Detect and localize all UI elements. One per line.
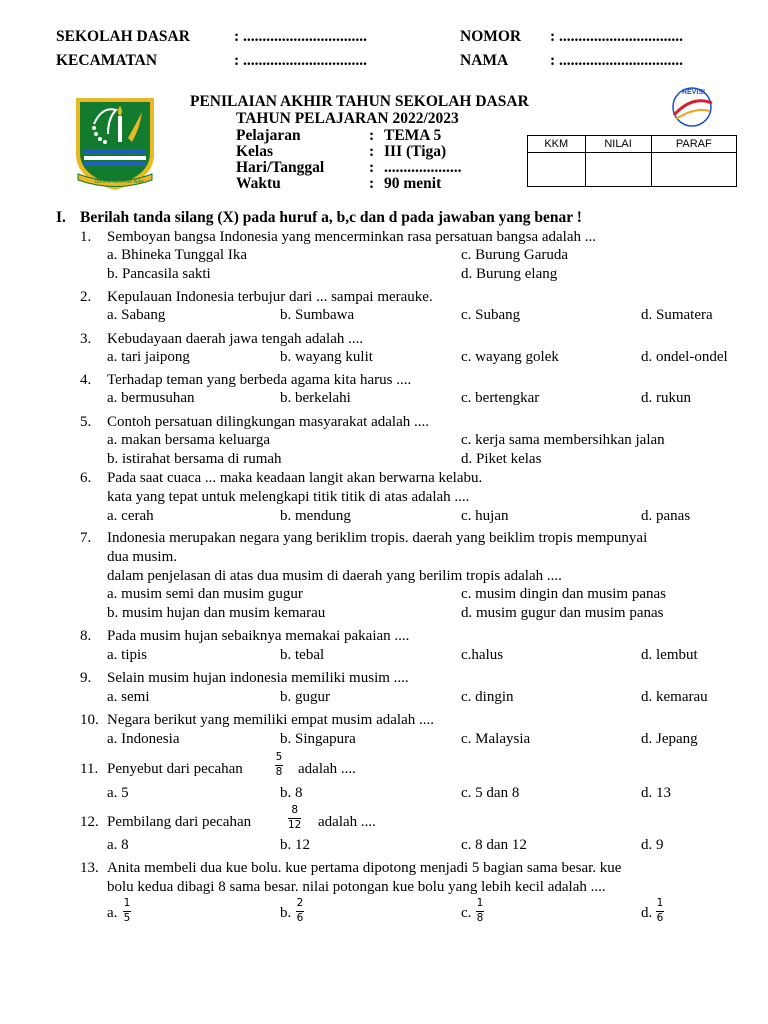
meta-date-label: Hari/Tanggal bbox=[236, 159, 325, 176]
question-number: 5. bbox=[80, 414, 92, 430]
answer-option[interactable]: a. tari jaipong bbox=[107, 349, 190, 365]
fraction-denominator: 8 bbox=[476, 911, 484, 924]
meta-time-label: Waktu bbox=[236, 175, 281, 192]
fraction-denominator: 6 bbox=[296, 911, 304, 924]
fraction-denominator: 12 bbox=[288, 818, 302, 831]
meta-colon: : bbox=[369, 159, 375, 176]
answer-option[interactable]: c. dingin bbox=[461, 689, 514, 705]
score-cell-kkm[interactable] bbox=[528, 153, 586, 187]
answer-option[interactable]: a. Bhineka Tunggal Ika bbox=[107, 247, 247, 263]
logo-ribbon-text: DHARMA NISHANA WIRA bbox=[95, 179, 145, 184]
question-text: Pada saat cuaca ... maka keadaan langit akan berwarna kelabu. bbox=[107, 470, 483, 486]
question-number: 11. bbox=[80, 761, 99, 777]
answer-option[interactable]: b. gugur bbox=[280, 689, 330, 705]
fraction bbox=[656, 898, 664, 923]
answer-option[interactable]: a. bbox=[107, 905, 118, 921]
meta-subject-label: Pelajaran bbox=[236, 127, 301, 144]
answer-option[interactable]: d. panas bbox=[641, 508, 691, 524]
answer-option[interactable]: d. ondel-ondel bbox=[641, 349, 728, 365]
fraction-numerator: 5 bbox=[275, 751, 283, 763]
answer-option[interactable]: c. Subang bbox=[461, 307, 521, 323]
question-number: 2. bbox=[80, 289, 92, 305]
meta-colon: : bbox=[369, 175, 375, 192]
answer-option[interactable]: a. 8 bbox=[107, 837, 129, 853]
question-text: Pada musim hujan sebaiknya memakai pakaian .... bbox=[107, 628, 410, 644]
question-number: 3. bbox=[80, 331, 92, 347]
fraction bbox=[123, 898, 131, 923]
answer-option[interactable]: d. musim gugur dan musim panas bbox=[461, 605, 664, 621]
fraction bbox=[476, 898, 484, 923]
number-label: NOMOR bbox=[460, 28, 522, 45]
answer-option[interactable]: a. Indonesia bbox=[107, 731, 180, 747]
question-text: kata yang tepat untuk melengkapi titik titik di atas adalah .... bbox=[107, 489, 470, 505]
answer-option[interactable]: c. wayang golek bbox=[461, 349, 559, 365]
fraction-numerator: 8 bbox=[291, 804, 299, 816]
answer-option[interactable]: b. musim hujan dan musim kemarau bbox=[107, 605, 326, 621]
question-text: Terhadap teman yang berbeda agama kita harus .... bbox=[107, 372, 412, 388]
answer-option[interactable]: c.halus bbox=[461, 647, 504, 663]
answer-option[interactable]: c. bbox=[461, 905, 472, 921]
answer-option[interactable]: d. Piket kelas bbox=[461, 451, 542, 467]
answer-option[interactable]: b. 8 bbox=[280, 785, 303, 801]
answer-option[interactable]: b. mendung bbox=[280, 508, 351, 524]
answer-option[interactable]: b. berkelahi bbox=[280, 390, 351, 406]
answer-option[interactable]: d. rukun bbox=[641, 390, 691, 406]
answer-option[interactable]: a. musim semi dan musim gugur bbox=[107, 586, 303, 602]
question-text: Semboyan bangsa Indonesia yang mencerminkan rasa persatuan bangsa adalah ... bbox=[107, 229, 596, 245]
exam-title: PENILAIAN AKHIR TAHUN SEKOLAH DASAR bbox=[190, 93, 529, 110]
question-number: 8. bbox=[80, 628, 92, 644]
fraction-denominator: 8 bbox=[275, 765, 283, 778]
question-number: 9. bbox=[80, 670, 92, 686]
question-text: Anita membeli dua kue bolu. kue pertama dipotong menjadi 5 bagian sama besar. kue bbox=[107, 860, 622, 876]
question-text: Indonesia merupakan negara yang beriklim tropis. daerah yang beiklim tropis mempunyai bbox=[107, 530, 648, 546]
answer-option[interactable]: d. Sumatera bbox=[641, 307, 713, 323]
answer-option[interactable]: c. musim dingin dan musim panas bbox=[461, 586, 666, 602]
exam-year: TAHUN PELAJARAN 2022/2023 bbox=[236, 110, 459, 127]
question-number: 10. bbox=[80, 712, 99, 728]
answer-option[interactable]: c. bertengkar bbox=[461, 390, 540, 406]
meta-colon: : bbox=[369, 127, 375, 144]
score-cell-nilai[interactable] bbox=[585, 153, 651, 187]
answer-option[interactable]: c. hujan bbox=[461, 508, 509, 524]
fraction bbox=[288, 805, 301, 830]
question-number: 1. bbox=[80, 229, 92, 245]
question-text: Penyebut dari pecahan bbox=[107, 761, 243, 777]
answer-option[interactable]: d. kemarau bbox=[641, 689, 708, 705]
question-text: bolu kedua dibagi 8 sama besar. nilai potongan kue bolu yang lebih kecil adalah .... bbox=[107, 879, 606, 895]
question-text: Kebudayaan daerah jawa tengah adalah .... bbox=[107, 331, 364, 347]
answer-option[interactable]: b. tebal bbox=[280, 647, 325, 663]
number-field[interactable]: : ................................ bbox=[550, 28, 684, 45]
district-label: KECAMATAN bbox=[56, 52, 158, 69]
answer-option[interactable]: a. semi bbox=[107, 689, 150, 705]
meta-time-value: 90 menit bbox=[384, 175, 442, 192]
regional-emblem-logo bbox=[72, 94, 158, 192]
question-text: Selain musim hujan indonesia memiliki musim .... bbox=[107, 670, 409, 686]
fraction-denominator: 6 bbox=[656, 911, 664, 924]
fraction bbox=[296, 898, 304, 923]
district-field[interactable]: : ................................ bbox=[234, 52, 368, 69]
school-label: SEKOLAH DASAR bbox=[56, 28, 190, 45]
question-number: 6. bbox=[80, 470, 92, 486]
answer-option[interactable]: a. cerah bbox=[107, 508, 154, 524]
answer-option[interactable]: a. 5 bbox=[107, 785, 129, 801]
fraction-denominator: 5 bbox=[123, 911, 131, 924]
fraction bbox=[275, 752, 283, 777]
name-label: NAMA bbox=[460, 52, 509, 69]
fraction-numerator: 1 bbox=[656, 897, 664, 909]
answer-option[interactable]: d. 9 bbox=[641, 837, 664, 853]
question-number: 7. bbox=[80, 530, 92, 546]
score-header-nilai: NILAI bbox=[585, 136, 651, 153]
answer-option[interactable]: a. bermusuhan bbox=[107, 390, 195, 406]
answer-option[interactable]: c. Burung Garuda bbox=[461, 247, 569, 263]
meta-class-value: III (Tiga) bbox=[384, 143, 447, 160]
section-instruction: Berilah tanda silang (X) pada huruf a, b,c dan d pada jawaban yang benar ! bbox=[80, 209, 582, 226]
meta-class-label: Kelas bbox=[236, 143, 274, 160]
question-text: dalam penjelasan di atas dua musim di daerah yang berilim tropis adalah .... bbox=[107, 568, 562, 584]
question-text: dua musim. bbox=[107, 549, 177, 565]
section-number: I. bbox=[56, 209, 66, 226]
question-number: 12. bbox=[80, 814, 99, 830]
answer-option[interactable]: c. Malaysia bbox=[461, 731, 531, 747]
answer-option[interactable]: c. 5 dan 8 bbox=[461, 785, 520, 801]
answer-option[interactable]: c. kerja sama membersihkan jalan bbox=[461, 432, 665, 448]
answer-option[interactable]: c. 8 dan 12 bbox=[461, 837, 527, 853]
answer-option[interactable]: a. Sabang bbox=[107, 307, 166, 323]
question-text: adalah .... bbox=[318, 814, 376, 830]
answer-option[interactable]: d. Burung elang bbox=[461, 266, 558, 282]
fraction-numerator: 2 bbox=[296, 897, 304, 909]
score-header-paraf: PARAF bbox=[651, 136, 736, 153]
answer-option[interactable]: b. wayang kulit bbox=[280, 349, 373, 365]
score-cell-paraf[interactable] bbox=[651, 153, 736, 187]
fraction-numerator: 1 bbox=[123, 897, 131, 909]
answer-option[interactable]: a. makan bersama keluarga bbox=[107, 432, 270, 448]
answer-option[interactable]: b. bbox=[280, 905, 292, 921]
answer-option[interactable]: b. Pancasila sakti bbox=[107, 266, 211, 282]
score-table bbox=[527, 135, 737, 187]
answer-option[interactable]: d. Jepang bbox=[641, 731, 698, 747]
answer-option[interactable]: d. 13 bbox=[641, 785, 671, 801]
score-header-kkm: KKM bbox=[528, 136, 586, 153]
revision-badge-text: REVISI bbox=[682, 89, 705, 96]
meta-colon: : bbox=[369, 143, 375, 160]
name-field[interactable]: : ................................ bbox=[550, 52, 684, 69]
fraction-numerator: 1 bbox=[476, 897, 484, 909]
answer-option[interactable]: d. bbox=[641, 905, 653, 921]
question-text: Contoh persatuan dilingkungan masyarakat adalah .... bbox=[107, 414, 429, 430]
question-text: adalah .... bbox=[298, 761, 356, 777]
school-field[interactable]: : ................................ bbox=[234, 28, 368, 45]
question-text: Negara berikut yang memiliki empat musim adalah .... bbox=[107, 712, 434, 728]
answer-option[interactable]: d. lembut bbox=[641, 647, 698, 663]
meta-subject-value: TEMA 5 bbox=[384, 127, 442, 144]
answer-option[interactable]: a. tipis bbox=[107, 647, 147, 663]
answer-option[interactable]: b. Singapura bbox=[280, 731, 356, 747]
answer-option[interactable]: b. 12 bbox=[280, 837, 310, 853]
answer-option[interactable]: b. Sumbawa bbox=[280, 307, 355, 323]
question-number: 13. bbox=[80, 860, 99, 876]
question-number: 4. bbox=[80, 372, 92, 388]
answer-option[interactable]: b. istirahat bersama di rumah bbox=[107, 451, 282, 467]
question-text: Kepulauan Indonesia terbujur dari ... sampai merauke. bbox=[107, 289, 433, 305]
question-text: Pembilang dari pecahan bbox=[107, 814, 252, 830]
meta-date-field[interactable]: .................... bbox=[384, 159, 462, 176]
